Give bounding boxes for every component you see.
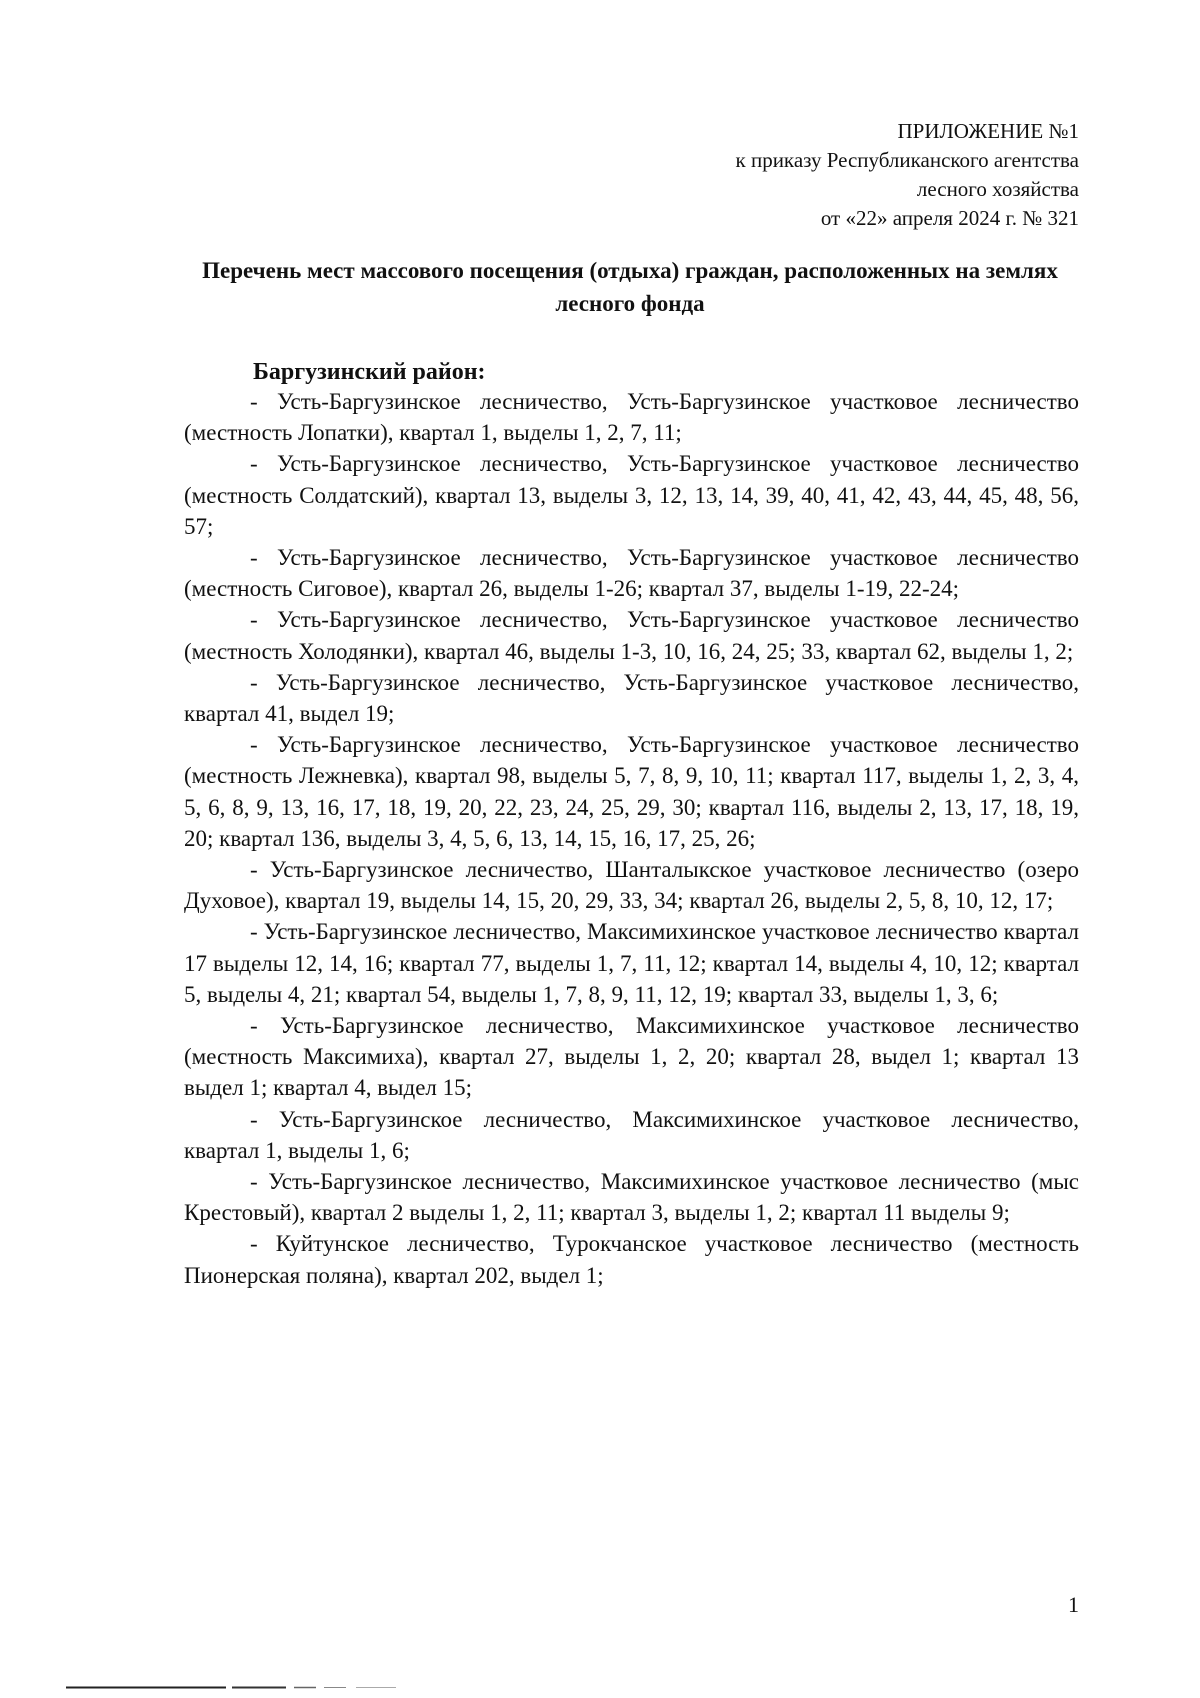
- list-item: - Усть-Баргузинское лесничество, Шанталыкское участковое лесничество (озеро Духовое), квартал 19, выделы 14, 15, 20, 29, 33, 34; квартал 26, выделы 2, 5, 8, 10, 12, 17;: [184, 857, 1079, 914]
- appendix-header: [736, 117, 1080, 233]
- agency-name: лесного хозяйства: [916, 177, 1079, 201]
- page-number: 1: [1068, 1592, 1079, 1617]
- list-item: - Усть-Баргузинское лесничество, Усть-Баргузинское участковое лесничество (местность Холодянки), квартал 46, выделы 1-3, 10, 16, 24, 25; 33, квартал 62, выделы 1, 2;: [184, 607, 1079, 664]
- district-heading: Баргузинский район:: [253, 359, 486, 385]
- list-item: - Усть-Баргузинское лесничество, Максимихинское участковое лесничество (местность Максимиха), квартал 27, выделы 1, 2, 20; квартал 28, выдел 1; квартал 13 выдел 1; квартал 4, выдел 15;: [184, 1013, 1079, 1101]
- list-item: - Куйтунское лесничество, Турокчанское участковое лесничество (местность Пионерская поляна), квартал 202, выдел 1;: [184, 1231, 1079, 1288]
- list-item: - Усть-Баргузинское лесничество, Максимихинское участковое лесничество, квартал 1, выделы 1, 6;: [184, 1106, 1079, 1163]
- order-reference: к приказу Республиканского агентства: [735, 148, 1079, 172]
- appendix-number: ПРИЛОЖЕНИЕ №1: [897, 119, 1079, 143]
- scan-artifact-line: [66, 1686, 406, 1689]
- entries-list: [184, 386, 1079, 1291]
- list-item: - Усть-Баргузинское лесничество, Усть-Баргузинское участковое лесничество (местность Солдатский), квартал 13, выделы 3, 12, 13, 14, 39, 40, 41, 42, 43, 44, 45, 48, 56, 57;: [184, 451, 1079, 539]
- list-item: - Усть-Баргузинское лесничество, Усть-Баргузинское участковое лесничество (местность Сиговое), квартал 26, выделы 1-26; квартал 37, выделы 1-19, 22-24;: [184, 545, 1079, 602]
- order-date-number: от «22» апреля 2024 г. № 321: [820, 206, 1079, 230]
- list-item: - Усть-Баргузинское лесничество, Максимихинское участковое лесничество квартал 17 выделы 12, 14, 16; квартал 77, выделы 1, 7, 11, 12; квартал 14, выделы 4, 10, 12; квартал 5, выделы 4, 21; квартал 54, выделы 1, 7, 8, 9, 11, 12, 19; квартал 33, выделы 1, 3, 6;: [184, 919, 1079, 1007]
- list-item: - Усть-Баргузинское лесничество, Усть-Баргузинское участковое лесничество (местность Лопатки), квартал 1, выделы 1, 2, 7, 11;: [184, 389, 1079, 446]
- list-item: - Усть-Баргузинское лесничество, Усть-Баргузинское участковое лесничество, квартал 41, выдел 19;: [184, 669, 1079, 727]
- document-title: Перечень мест массового посещения (отдыха) граждан, расположенных на землях лесного фонда: [202, 258, 1058, 316]
- list-item: - Усть-Баргузинское лесничество, Усть-Баргузинское участковое лесничество (местность Лежневка), квартал 98, выделы 5, 7, 8, 9, 10, 11; квартал 117, выделы 1, 2, 3, 4, 5, 6, 8, 9, 13, 16, 17, 18, 19, 20, 22, 23, 24, 25, 29, 30; квартал 116, выделы 2, 13, 17, 18, 19, 20; квартал 136, выделы 3, 4, 5, 6, 13, 14, 15, 16, 17, 25, 26;: [184, 732, 1079, 851]
- list-item: - Усть-Баргузинское лесничество, Максимихинское участковое лесничество (мыс Крестовый), квартал 2 выделы 1, 2, 11; квартал 3, выделы 1, 2; квартал 11 выделы 9;: [184, 1169, 1079, 1226]
